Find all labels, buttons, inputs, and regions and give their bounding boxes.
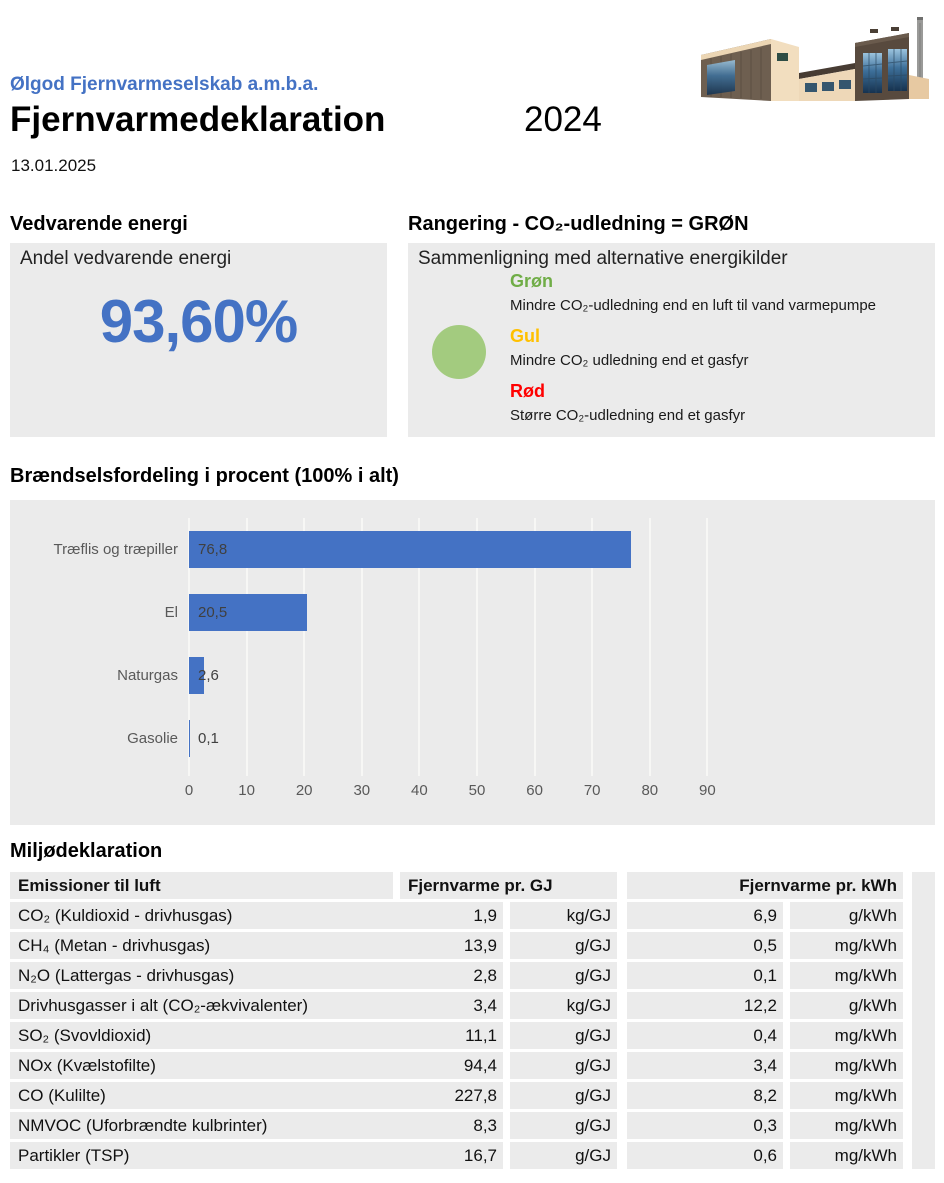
kwh-unit: mg/kWh [790, 1142, 903, 1169]
bar-value-label: 76,8 [198, 541, 228, 558]
report-date: 13.01.2025 [11, 156, 97, 175]
report-year: 2024 [524, 100, 602, 139]
emission-name-and-gj-value [10, 1112, 503, 1139]
gj-value: 227,8 [454, 1086, 497, 1105]
kwh-unit: mg/kWh [790, 1022, 903, 1049]
kwh-value: 0,5 [627, 932, 783, 959]
x-axis-tick-label: 30 [353, 782, 371, 799]
gj-unit: g/GJ [510, 1112, 617, 1139]
column-header-per-kwh: Fjernvarme pr. kWh [627, 872, 903, 899]
ranking-level-label: Gul [510, 326, 540, 346]
bar-value-label: 0,1 [198, 730, 219, 747]
renewable-subtitle: Andel vedvarende energi [20, 248, 232, 269]
ranking-indicator-circle [432, 325, 486, 379]
gj-unit: g/GJ [510, 962, 617, 989]
kwh-value: 0,4 [627, 1022, 783, 1049]
x-axis-tick-label: 90 [699, 782, 716, 799]
kwh-value: 12,2 [627, 992, 783, 1019]
table-right-filler [912, 872, 935, 1169]
emission-name: CO (Kulilte) [18, 1086, 106, 1105]
gj-value: 13,9 [463, 936, 497, 955]
ranking-level-label: Rød [510, 381, 545, 401]
emission-name: SO₂ (Svovldioxid) [18, 1026, 152, 1045]
heating-plant-illustration [695, 13, 935, 113]
ranking-heading: Rangering - CO₂-udledning = GRØN [408, 213, 749, 235]
emissions-row-3 [10, 992, 935, 1019]
emission-name-and-gj-value [10, 992, 503, 1019]
gj-value: 94,4 [463, 1056, 497, 1075]
emission-name-and-gj-value [10, 932, 503, 959]
kwh-value: 8,2 [627, 1082, 783, 1109]
kwh-unit: mg/kWh [790, 962, 903, 989]
ranking-subtitle: Sammenligning med alternative energikilder [418, 248, 788, 269]
category-label: Naturgas [117, 667, 178, 684]
column-header-emissions: Emissioner til luft [10, 872, 393, 899]
ranking-panel [408, 243, 935, 437]
gj-value: 16,7 [463, 1146, 497, 1165]
gj-unit: g/GJ [510, 932, 617, 959]
x-axis-tick-label: 60 [526, 782, 543, 799]
bar-value-label: 2,6 [198, 667, 219, 684]
emissions-table-body [10, 902, 935, 1169]
emissions-row-6 [10, 1082, 935, 1109]
gj-unit: g/GJ [510, 1142, 617, 1169]
renewable-share-value: 93,60% [99, 288, 298, 355]
gj-unit: kg/GJ [510, 902, 617, 929]
kwh-value: 6,9 [627, 902, 783, 929]
chart-gridline [649, 518, 651, 776]
kwh-unit: mg/kWh [790, 932, 903, 959]
emission-name-and-gj-value [10, 1082, 503, 1109]
emission-name: Partikler (TSP) [18, 1146, 130, 1165]
renewable-heading: Vedvarende energi [10, 213, 188, 235]
ranking-level-description: Større CO₂-udledning end et gasfyr [510, 407, 746, 424]
kwh-value: 0,1 [627, 962, 783, 989]
emission-name: Drivhusgasser i alt (CO₂-ækvivalenter) [18, 996, 309, 1015]
page-title: Fjernvarmedeklaration [10, 100, 386, 139]
kwh-value: 0,6 [627, 1142, 783, 1169]
gj-value: 8,3 [473, 1116, 497, 1135]
x-axis-tick-label: 70 [583, 782, 601, 799]
fuel-chart-heading: Brændselsfordeling i procent (100% i alt) [10, 465, 399, 487]
ranking-level-description: Mindre CO₂-udledning end en luft til vand varmepumpe [510, 297, 877, 314]
kwh-value: 3,4 [627, 1052, 783, 1079]
x-axis-tick-label: 20 [295, 782, 313, 799]
gj-value: 1,9 [473, 906, 497, 925]
chart-gridline [706, 518, 708, 776]
gj-unit: g/GJ [510, 1052, 617, 1079]
emission-name-and-gj-value [10, 1052, 503, 1079]
kwh-unit: g/kWh [790, 902, 903, 929]
x-axis-tick-label: 80 [641, 782, 659, 799]
fuel-bar [189, 720, 190, 757]
gj-unit: g/GJ [510, 1082, 617, 1109]
emissions-row-8 [10, 1142, 935, 1169]
gj-unit: kg/GJ [510, 992, 617, 1019]
emissions-table [10, 872, 935, 1169]
kwh-unit: mg/kWh [790, 1082, 903, 1109]
emissions-row-4 [10, 1022, 935, 1049]
ranking-level-label: Grøn [510, 271, 553, 291]
x-axis-tick-label: 10 [238, 782, 255, 799]
gj-value: 11,1 [465, 1026, 497, 1045]
gj-value: 3,4 [473, 996, 497, 1015]
emission-name: N₂O (Lattergas - drivhusgas) [18, 966, 235, 985]
category-label: El [164, 604, 178, 621]
x-axis-tick-label: 0 [184, 782, 194, 799]
gj-value: 2,8 [473, 966, 497, 985]
kwh-unit: mg/kWh [790, 1052, 903, 1079]
category-label: Træflis og træpiller [53, 541, 178, 558]
emission-name-and-gj-value [10, 962, 503, 989]
category-label: Gasolie [127, 730, 178, 747]
kwh-unit: g/kWh [790, 992, 903, 1019]
emissions-row-1 [10, 932, 935, 959]
fuel-bar [189, 531, 631, 568]
company-name: Ølgod Fjernvarmeselskab a.m.b.a. [10, 74, 319, 95]
emissions-row-0 [10, 902, 935, 929]
emissions-row-5 [10, 1052, 935, 1079]
emission-name-and-gj-value [10, 1142, 503, 1169]
emissions-header-row [10, 872, 935, 899]
ranking-levels [510, 270, 930, 435]
emission-name: NOx (Kvælstofilte) [18, 1056, 156, 1075]
emissions-row-2 [10, 962, 935, 989]
column-header-per-gj: Fjernvarme pr. GJ [400, 872, 617, 899]
gj-unit: g/GJ [510, 1022, 617, 1049]
emission-name: CH₄ (Metan - drivhusgas) [18, 936, 211, 955]
emission-name: CO₂ (Kuldioxid - drivhusgas) [18, 906, 233, 925]
ranking-level-description: Mindre CO₂ udledning end et gasfyr [510, 352, 749, 369]
bar-value-label: 20,5 [198, 604, 228, 621]
emission-name-and-gj-value [10, 902, 503, 929]
renewable-panel [10, 243, 387, 437]
ranking-level-2 [510, 380, 930, 426]
emissions-heading: Miljødeklaration [10, 840, 163, 862]
fuel-chart-plot [10, 500, 935, 825]
kwh-unit: mg/kWh [790, 1112, 903, 1139]
emission-name-and-gj-value [10, 1022, 503, 1049]
emission-name: NMVOC (Uforbrændte kulbrinter) [18, 1116, 268, 1135]
ranking-level-0 [510, 270, 930, 316]
kwh-value: 0,3 [627, 1112, 783, 1139]
ranking-level-1 [510, 325, 930, 371]
x-axis-tick-label: 50 [468, 782, 486, 799]
x-axis-tick-label: 40 [411, 782, 428, 799]
emissions-row-7 [10, 1112, 935, 1139]
